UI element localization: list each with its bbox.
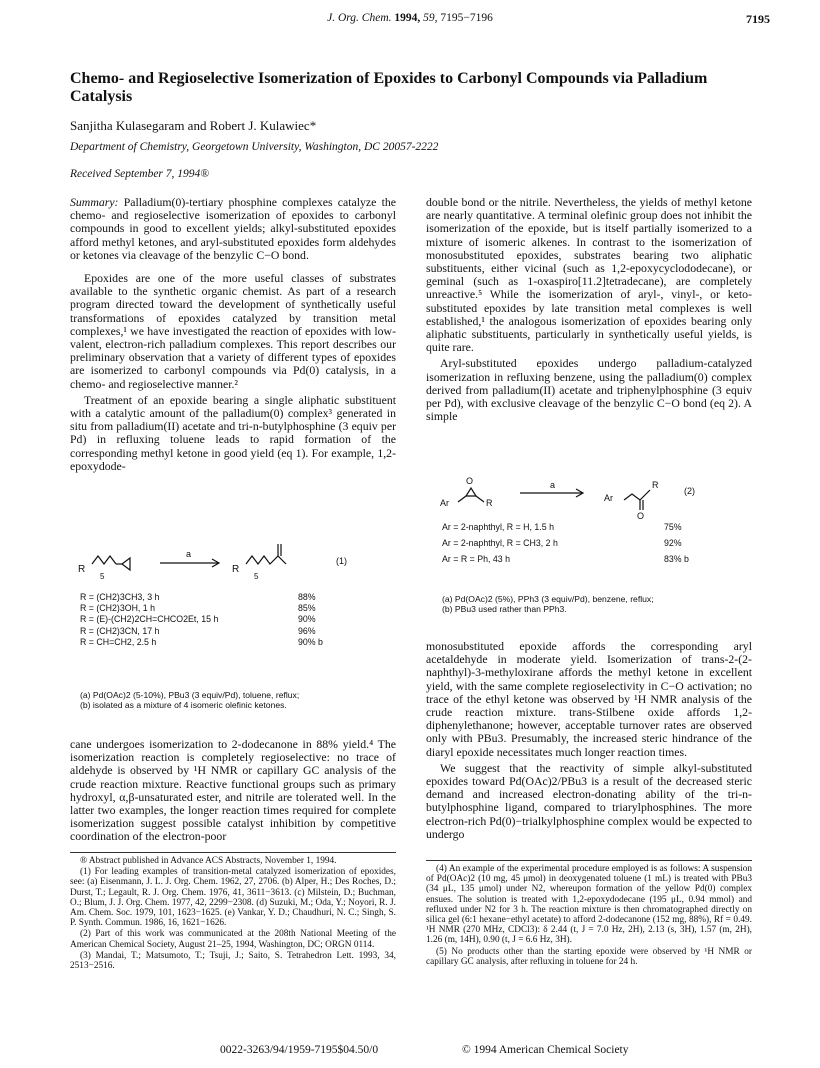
table-row: [80, 637, 348, 648]
page-number: 7195: [746, 12, 770, 26]
table-row: [442, 538, 712, 554]
scheme2-eq-label: (2): [684, 486, 695, 496]
scheme2-conditions-table: [442, 522, 712, 566]
yield-cell: 90% b: [298, 636, 323, 647]
scheme2-product-ar-label: Ar: [604, 493, 613, 503]
scheme1-product-r-label: R: [232, 564, 240, 575]
summary: [70, 196, 396, 262]
footnote: (1) For leading examples of transition-metal catalyzed isomerization of epoxides, see: (a) Eisenmann, J. L. J. Org. Chem. 1962, 27, 2706. (b) Alper, H.; Des Roches, D.; Durst, T.; Legault, R. J. Org. Chem. 1976, 41, 3611−3613. (c) Milstein, D.; Buchman, O.; Blum, J. J. Org. Chem. 1977, 42, 2299−2308. (d) Suzuki, M.; Oda, Y.; Noyori, R. J. Am. Chem. Soc. 1979, 101, 1623−1625. (e) Vankar, Y. D.; Chaudhuri, N. C.; Singh, S. P. Synth. Commun. 1986, 16, 1621−1626.: [70, 867, 396, 929]
scheme1-notes: (a) Pd(OAc)2 (5-10%), PBu3 (3 equiv/Pd), toluene, reflux; (b) isolated as a mixture of 4 isomeric olefinic ketones.: [80, 690, 300, 710]
scheme1-r-label: R: [78, 564, 86, 575]
condition-cell: R = (CH2)3OH, 1 h: [80, 603, 156, 614]
table-row: [80, 614, 348, 625]
scheme1-eq-label: (1): [336, 556, 347, 566]
body-paragraph: cane undergoes isomerization to 2-dodecanone in 88% yield.⁴ The isomerization reaction is completely regioselective: no trace of aldehyde is observed by ¹H NMR or capillary GC analysis of the crude reaction mixture. Reactive functional groups such as primary hydroxyl, α,β-unsaturated ester, and nitrile are tolerated well. In the latter two examples, the longer reaction times required for complete isomerization suggest possible catalyst inhibition by competitive coordination of the electron-poor: [70, 737, 396, 844]
footnotes-left: [70, 856, 396, 972]
scheme2-arrow-label: a: [550, 480, 556, 490]
yield-cell: 92%: [664, 538, 682, 549]
yield-cell: 90%: [298, 614, 316, 625]
journal-pages: 7195−7196: [440, 12, 493, 24]
body-paragraph: monosubstituted epoxide affords the corresponding aryl acetaldehyde in moderate yield. Isomerization of trans-2-(2-naphthyl)-3-methyloxirane affords the methyl ketone in excellent yield, with the same complete regioselectivity in C−O activation; no trace of the ethyl ketone was observed by ¹H NMR analysis of the crude reaction mixture. trans-Stilbene oxide affords 1,2-diphenylethanone; however, acceptable turnover rates are observed only with PBu3. Presumably, the increased steric hindrance of the diaryl epoxide necessitates much longer reaction times.: [426, 639, 752, 759]
scheme2-notes: (a) Pd(OAc)2 (5%), PPh3 (3 equiv/Pd), benzene, reflux; (b) PBu3 used rather than PPh3.: [442, 594, 654, 614]
footnote: (3) Mandai, T.; Matsumoto, T.; Tsuji, J.; Saito, S. Tetrahedron Lett. 1993, 34, 2513−2516.: [70, 950, 396, 972]
condition-cell: R = (CH2)3CH3, 3 h: [80, 592, 160, 602]
scheme2-ar-label: Ar: [440, 498, 449, 508]
table-row: [442, 554, 712, 565]
reaction-2-diagram: [440, 476, 740, 526]
journal-name: J. Org. Chem.: [327, 12, 392, 24]
scheme-1-reaction: [78, 542, 388, 586]
author-list: Sanjitha Kulasegaram and Robert J. Kulawiec*: [70, 118, 317, 133]
right-column-continued: [426, 640, 752, 841]
table-row: [80, 592, 348, 603]
scheme2-product-o-label: O: [637, 511, 645, 521]
journal-year: 1994,: [394, 12, 421, 24]
condition-cell: Ar = 2-naphthyl, R = H, 1.5 h: [442, 522, 554, 532]
table-row: [442, 522, 712, 538]
yield-cell: 75%: [664, 522, 682, 532]
condition-cell: R = (E)-(CH2)2CH=CHCO2Et, 15 h: [80, 614, 219, 625]
received-date: Received September 7, 1994®: [70, 168, 210, 180]
table-row: [80, 626, 348, 637]
scheme2-product-r-label: R: [652, 480, 659, 490]
condition-cell: Ar = R = Ph, 43 h: [442, 554, 510, 565]
yield-cell: 96%: [298, 625, 316, 636]
footnote: (4) An example of the experimental procedure employed is as follows: A suspension of Pd(OAc)2 (10 mg, 45 μmol) in deoxygenated toluene (1 mL) is treated with PBu3 (34 μL, 135 μmol) under N2, whereupon formation of the yellow Pd(0) complex ensues. The solution is treated with 1,2-epoxydodecane (195 μL, 0.94 mmol) and refluxed under N2 for 3 h. The reaction mixture is then chromatographed directly on silica gel (6:1 hexane−ethyl acetate) to afford 2-dodecanone (152 mg, 88%), Rf = 0.49. ¹H NMR (270 MHz, CDCl3): δ 2.44 (t, J = 7.0 Hz, 2H), 2.13 (s, 3H), 1.57 (m, 2H), 1.26 (m, 14H), 0.90 (t, J = 6.6 Hz, 3H).: [426, 864, 752, 946]
condition-cell: R = CH=CH2, 2.5 h: [80, 636, 157, 647]
summary-label: Summary:: [70, 195, 119, 209]
scheme2-r-label: R: [486, 498, 493, 508]
scheme2-o-label: O: [466, 476, 474, 486]
body-paragraph: Aryl-substituted epoxides undergo palladium-catalyzed isomerization in refluxing benzene, using the palladium(0) complex derived from palladium(II) acetate and triphenylphosphine (3 equiv per Pd), with exclusive cleavage of the benzylic C−O bond (eq 2). A simple: [426, 356, 752, 424]
yield-cell: 85%: [298, 603, 316, 614]
footnote: (2) Part of this work was communicated at the 208th National Meeting of the American Chemical Society, August 21–25, 1994, Washington, DC; ORGN 0114.: [70, 929, 396, 950]
scheme1-conditions-table: [80, 592, 348, 648]
running-header: [0, 12, 820, 24]
yield-cell: 83% b: [664, 554, 689, 565]
right-column: [426, 196, 752, 423]
left-column: [70, 196, 396, 473]
yield-cell: 88%: [298, 592, 316, 602]
body-paragraph: double bond or the nitrile. Nevertheless, the yields of methyl ketone are nearly quantitative. A terminal olefinic group does not inhibit the isomerization of the epoxide, but is itself partially isomerized to a mixture of isomeric alkenes. In contrast to the isomerization of monosubstituted epoxides, substrates bearing two aliphatic substituents, either vicinal (such as 1,2-epoxycyclododecane), or geminal (such as 1-oxaspiro[11.2]tetradecane), are completely unreactive.⁵ While the isomerization of aryl-, vinyl-, or keto-substituted epoxides by late transition metal complexes is well established,¹ the analogous isomerization of epoxides bearing only aliphatic substituents, particularly in synthetically useful yields, is quite rare.: [426, 195, 752, 355]
journal-volume: 59,: [423, 12, 438, 24]
footnote: ® Abstract published in Advance ACS Abstracts, November 1, 1994.: [80, 856, 337, 866]
condition-cell: R = (CH2)3CN, 17 h: [80, 625, 160, 636]
summary-text: Palladium(0)-tertiary phosphine complexes catalyze the chemo- and regioselective isomerization of epoxides to carbonyl compounds in good to excellent yields; alkyl-substituted epoxides afford methyl ketones, and aryl-substituted epoxides form aldehydes or ketones via cleavage of the benzylic C−O bond.: [70, 195, 396, 262]
footer-copyright: © 1994 American Chemical Society: [462, 1044, 629, 1056]
footnotes-right: [426, 864, 752, 968]
scheme1-subscript: 5: [100, 572, 105, 581]
condition-cell: Ar = 2-naphthyl, R = CH3, 2 h: [442, 538, 558, 549]
scheme1-product-subscript: 5: [254, 572, 259, 581]
article-title: Chemo- and Regioselective Isomerization of Epoxides to Carbonyl Compounds via Palladium Catalysis: [70, 70, 708, 105]
body-paragraph: Epoxides are one of the more useful classes of substrates available to the synthetic organic chemist. As part of a research program directed toward the development of synthetically useful transformations of epoxides catalyzed by transition metal complexes,¹ we have investigated the reaction of epoxides with low-valent, electron-rich palladium complexes. This report describes our preliminary observation that a variety of different types of epoxides are isomerized to carbonyl compounds via Pd(0) catalysis, in a chemo- and regioselective manner.²: [70, 271, 396, 391]
footnote-divider: [70, 852, 396, 853]
scheme-2-reaction: [440, 476, 740, 526]
body-paragraph: We suggest that the reactivity of simple alkyl-substituted epoxides toward Pd(OAc)2/PBu3 is a result of the decreased steric demand and increased electron-donating ability of the tri-n-butylphosphine ligand, compared to triarylphosphines. The more electron-rich Pd(0)−trialkylphosphine complex would be expected to undergo: [426, 760, 752, 841]
footnote: (5) No products other than the starting epoxide were observed by ¹H NMR or capillary GC analysis, after refluxing in toluene for 24 h.: [426, 946, 752, 967]
affiliation: Department of Chemistry, Georgetown University, Washington, DC 20057-2222: [70, 141, 439, 153]
footnote-divider: [426, 860, 752, 861]
scheme1-arrow-label: a: [186, 549, 192, 559]
footer-code: 0022-3263/94/1959-7195$04.50/0: [220, 1044, 379, 1056]
left-column-continued: [70, 738, 396, 844]
body-paragraph: Treatment of an epoxide bearing a single aliphatic substituent with a catalytic amount of the palladium(0) complex³ generated in situ from palladium(II) acetate and tri-n-butylphosphine (3 equiv per Pd) in refluxing toluene leads to rapid formation of the corresponding methyl ketone in good yield (eq 1). For example, 1,2-epoxydode-: [70, 392, 396, 473]
table-row: [80, 603, 348, 614]
